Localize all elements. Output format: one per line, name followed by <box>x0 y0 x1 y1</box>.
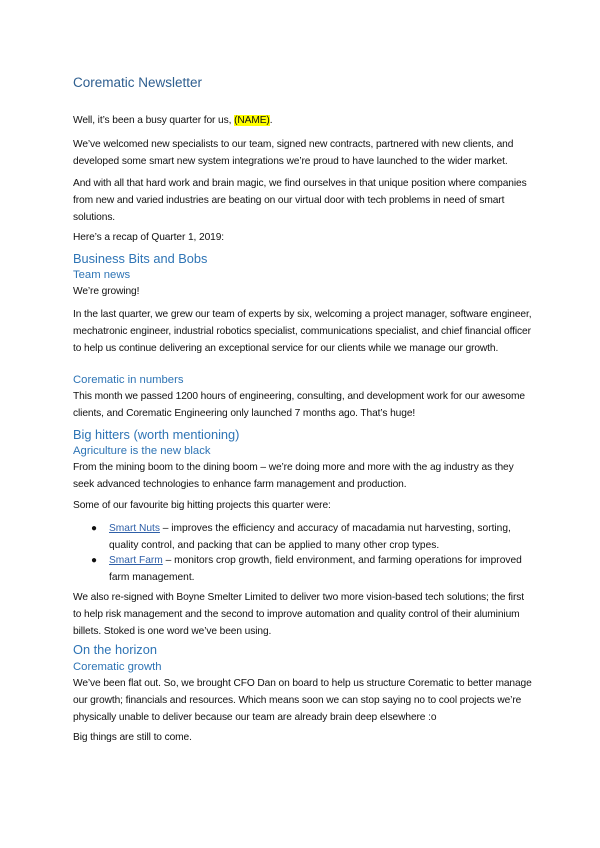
bullet-dot-icon: ● <box>91 523 98 534</box>
section-heading-business: Business Bits and Bobs <box>73 251 208 266</box>
intro-paragraph-1: We’ve welcomed new specialists to our team, signed new contracts, partnered with new clients, and developed some smart new system integrations we’re proud to have launched to the wider market. <box>73 139 514 167</box>
subheading-numbers: Corematic in numbers <box>73 374 184 386</box>
growth-body: We’ve been flat out. So, we brought CFO Dan on board to help us structure Corematic to better manage our growth; financials and resources. Which means soon we can stop saying no to cool projects we’re physically unable to deliver because our team are already brain deep elsewhere :o <box>73 678 532 723</box>
smart-nuts-description: – improves the efficiency and accuracy of macadamia nut harvesting, sorting, quality control, and packing that can be applied to many other crop types. <box>109 523 511 551</box>
greeting-suffix: . <box>269 115 273 126</box>
name-placeholder: (NAME) <box>234 115 270 126</box>
greeting-prefix: Well, it’s been a busy quarter for us, <box>73 115 235 126</box>
greeting <box>73 113 533 130</box>
subheading-agriculture: Agriculture is the new black <box>73 445 211 457</box>
newsletter-title: Corematic Newsletter <box>73 75 203 90</box>
agriculture-body: From the mining boom to the dining boom – we’re doing more and more with the ag industry as they seek advanced technologies to enhance farm management and production. <box>73 462 514 490</box>
section-heading-horizon: On the horizon <box>73 642 157 657</box>
subheading-team-news: Team news <box>73 269 131 281</box>
boyne-smelter-paragraph: We also re-signed with Boyne Smelter Limited to deliver two more vision-based tech solutions; the first to help risk management and the second to improve automation and quality control of their aluminium billets. Stoked is one word we’ve been using. <box>73 592 524 637</box>
favourites-intro: Some of our favourite big hitting projects this quarter were: <box>73 500 331 511</box>
closing-line: Big things are still to come. <box>73 732 192 743</box>
bullet-item-smart-nuts <box>91 521 539 555</box>
intro-paragraph-2: And with all that hard work and brain magic, we find ourselves in that unique position where companies from new and varied industries are beating on our virtual door with tech problems in need of smart solutions. <box>73 178 527 223</box>
bullet-dot-icon: ● <box>91 555 98 566</box>
section-heading-big-hitters: Big hitters (worth mentioning) <box>73 427 240 442</box>
subheading-corematic-growth: Corematic growth <box>73 661 162 673</box>
recap-line: Here’s a recap of Quarter 1, 2019: <box>73 232 225 243</box>
smart-nuts-link[interactable]: Smart Nuts <box>109 523 160 534</box>
smart-farm-link[interactable]: Smart Farm <box>109 555 163 566</box>
team-news-body: In the last quarter, we grew our team of experts by six, welcoming a project manager, software engineer, mechatronic engineer, industrial robotics specialist, communications specialist, and chief financial officer to help us continue delivering an exceptional service for our clients while we manage our growth. <box>73 309 532 354</box>
bullet-item-smart-farm <box>91 553 539 587</box>
smart-farm-description: – monitors crop growth, field environment, and farming operations for improved farm management. <box>109 555 522 583</box>
numbers-body: This month we passed 1200 hours of engineering, consulting, and development work for our awesome clients, and Corematic Engineering only launched 7 months ago. That’s huge! <box>73 391 525 419</box>
team-news-lead: We’re growing! <box>73 286 140 297</box>
